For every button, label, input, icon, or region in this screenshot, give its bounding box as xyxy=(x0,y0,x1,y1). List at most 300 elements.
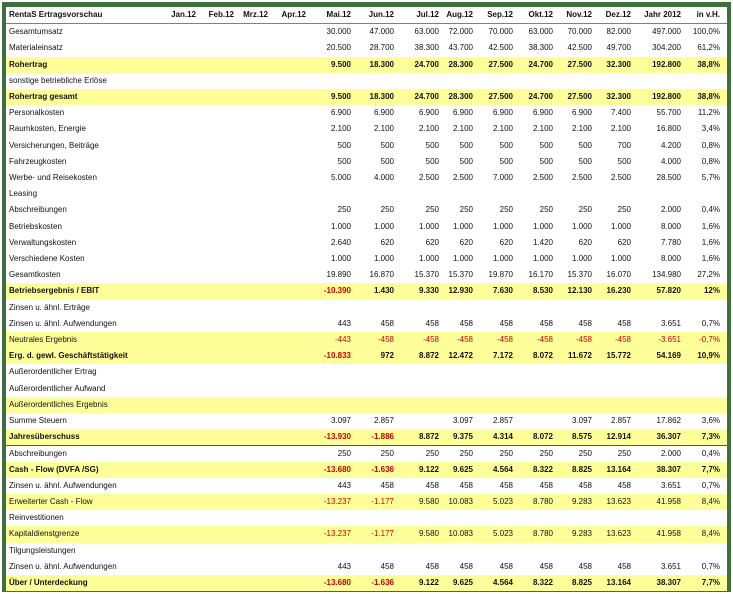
table-cell[interactable]: 47.000 xyxy=(369,27,394,37)
table-cell[interactable]: 3.651 xyxy=(660,318,681,328)
table-cell[interactable]: 28.300 xyxy=(448,59,473,69)
table-cell[interactable] xyxy=(156,73,196,89)
table-cell[interactable] xyxy=(591,73,631,89)
table-cell[interactable]: 2.640 xyxy=(330,237,351,247)
table-cell[interactable]: 5,7% xyxy=(701,173,720,182)
table-cell[interactable]: 500 xyxy=(459,140,473,150)
table-cell[interactable]: 3,4% xyxy=(701,124,720,134)
table-cell[interactable] xyxy=(266,235,306,251)
table-cell[interactable] xyxy=(680,381,720,397)
table-cell[interactable]: 1.000 xyxy=(571,254,592,263)
table-cell[interactable]: 24.700 xyxy=(528,59,553,69)
table-cell[interactable]: 3.097 xyxy=(452,416,473,425)
table-cell[interactable]: 72.000 xyxy=(448,27,473,37)
table-cell[interactable] xyxy=(680,186,720,202)
table-cell[interactable]: 250 xyxy=(425,205,439,215)
table-cell[interactable]: 7.000 xyxy=(492,173,513,182)
row-label[interactable]: Abschreibungen xyxy=(9,205,67,215)
table-cell[interactable]: 63.000 xyxy=(528,27,553,37)
table-cell[interactable] xyxy=(552,186,592,202)
table-cell[interactable] xyxy=(156,478,196,494)
row-label[interactable]: Erweiterter Cash - Flow xyxy=(9,497,93,506)
table-cell[interactable] xyxy=(629,543,681,559)
table-cell[interactable]: 250 xyxy=(459,205,473,215)
table-cell[interactable] xyxy=(311,186,351,202)
table-cell[interactable]: 8.575 xyxy=(571,432,592,442)
table-cell[interactable]: 16.070 xyxy=(606,270,631,280)
table-cell[interactable]: 27.500 xyxy=(488,92,513,101)
table-cell[interactable]: 15.370 xyxy=(414,270,439,280)
table-cell[interactable]: 6.900 xyxy=(373,108,394,118)
table-cell[interactable] xyxy=(156,202,196,218)
table-cell[interactable]: 500 xyxy=(380,140,394,150)
table-cell[interactable] xyxy=(513,381,553,397)
table-cell[interactable]: 38.307 xyxy=(656,464,681,474)
table-cell[interactable]: 5.023 xyxy=(492,529,513,539)
table-cell[interactable] xyxy=(266,526,306,542)
table-cell[interactable]: 18.300 xyxy=(369,92,394,101)
table-cell[interactable] xyxy=(266,494,306,510)
table-cell[interactable]: 8.072 xyxy=(532,351,553,361)
table-cell[interactable] xyxy=(156,510,196,526)
table-cell[interactable] xyxy=(354,381,394,397)
table-cell[interactable]: 458 xyxy=(539,561,553,571)
table-cell[interactable]: 7.780 xyxy=(660,237,681,247)
table-cell[interactable] xyxy=(591,397,631,413)
table-cell[interactable]: 12.914 xyxy=(606,432,631,442)
table-cell[interactable]: 4.564 xyxy=(492,578,513,587)
table-cell[interactable]: 16.230 xyxy=(606,286,631,296)
table-cell[interactable] xyxy=(513,413,553,429)
table-cell[interactable]: 250 xyxy=(380,205,394,215)
table-cell[interactable]: 3.651 xyxy=(660,480,681,490)
table-cell[interactable]: 497.000 xyxy=(652,27,681,37)
table-cell[interactable]: 8.825 xyxy=(571,578,592,587)
table-cell[interactable]: 8,4% xyxy=(701,529,720,539)
table-cell[interactable]: 0,8% xyxy=(701,140,720,150)
table-cell[interactable] xyxy=(266,543,306,559)
table-cell[interactable]: 2.100 xyxy=(492,124,513,134)
table-cell[interactable] xyxy=(433,73,473,89)
table-cell[interactable]: 620 xyxy=(425,237,439,247)
table-cell[interactable]: 27.500 xyxy=(567,59,592,69)
row-label[interactable]: Gesamtumsatz xyxy=(9,27,63,37)
table-cell[interactable]: 500 xyxy=(539,140,553,150)
table-cell[interactable] xyxy=(354,186,394,202)
table-cell[interactable] xyxy=(228,267,268,283)
table-cell[interactable] xyxy=(228,170,268,186)
table-cell[interactable]: 17.862 xyxy=(656,416,681,425)
table-cell[interactable]: -3.651 xyxy=(658,335,681,344)
row-label[interactable]: Materialeinsatz xyxy=(9,43,63,53)
table-cell[interactable]: 1.000 xyxy=(418,254,439,263)
row-label[interactable]: Rohertrag gesamt xyxy=(9,92,78,101)
table-cell[interactable]: 24.700 xyxy=(414,92,439,101)
row-label[interactable]: Gesamtkosten xyxy=(9,270,61,280)
row-label[interactable]: sonstige betriebliche Erlöse xyxy=(9,75,107,85)
table-cell[interactable]: 443 xyxy=(337,480,351,490)
table-cell[interactable]: 1.000 xyxy=(492,254,513,263)
table-cell[interactable]: 1.000 xyxy=(532,254,553,263)
table-cell[interactable] xyxy=(513,397,553,413)
table-cell[interactable]: 500 xyxy=(459,156,473,166)
table-cell[interactable]: -13.237 xyxy=(323,497,351,506)
table-cell[interactable]: 15.370 xyxy=(567,270,592,280)
table-cell[interactable]: 1,6% xyxy=(701,237,720,247)
table-cell[interactable]: 28.700 xyxy=(369,43,394,53)
table-cell[interactable] xyxy=(433,186,473,202)
row-label[interactable]: Raumkosten, Energie xyxy=(9,124,86,134)
table-cell[interactable] xyxy=(266,559,306,575)
table-cell[interactable] xyxy=(354,510,394,526)
table-cell[interactable]: 620 xyxy=(380,237,394,247)
table-cell[interactable] xyxy=(156,332,196,348)
table-cell[interactable] xyxy=(156,40,196,56)
table-cell[interactable]: 134.980 xyxy=(652,270,681,280)
table-cell[interactable]: 13.623 xyxy=(606,497,631,506)
table-cell[interactable]: 2.500 xyxy=(610,173,631,182)
table-cell[interactable]: 8.872 xyxy=(418,351,439,361)
table-cell[interactable] xyxy=(156,154,196,170)
table-cell[interactable]: 5.000 xyxy=(330,173,351,182)
table-cell[interactable]: 3.097 xyxy=(571,416,592,425)
table-cell[interactable]: 4.000 xyxy=(660,156,681,166)
table-cell[interactable]: 250 xyxy=(578,449,592,459)
table-cell[interactable]: 4.564 xyxy=(492,464,513,474)
table-cell[interactable] xyxy=(228,478,268,494)
table-cell[interactable]: 6.900 xyxy=(532,108,553,118)
table-cell[interactable]: 0,7% xyxy=(701,318,720,328)
table-cell[interactable]: 57.820 xyxy=(656,286,681,296)
table-cell[interactable] xyxy=(433,300,473,316)
table-cell[interactable] xyxy=(266,170,306,186)
table-cell[interactable]: 6.900 xyxy=(330,108,351,118)
row-label[interactable]: Neutrales Ergebnis xyxy=(9,335,78,344)
table-cell[interactable]: 8,4% xyxy=(701,497,720,506)
table-cell[interactable]: 24.700 xyxy=(414,59,439,69)
table-cell[interactable] xyxy=(266,510,306,526)
table-cell[interactable] xyxy=(228,283,268,299)
table-cell[interactable]: 20.500 xyxy=(326,43,351,53)
table-cell[interactable] xyxy=(156,24,196,40)
table-cell[interactable]: -1.636 xyxy=(371,578,394,587)
row-label[interactable]: Verwaltungskosten xyxy=(9,237,77,247)
table-cell[interactable] xyxy=(266,40,306,56)
table-cell[interactable]: 9.122 xyxy=(418,464,439,474)
table-cell[interactable]: 12.930 xyxy=(448,286,473,296)
table-cell[interactable]: 458 xyxy=(459,318,473,328)
table-cell[interactable] xyxy=(156,526,196,542)
table-cell[interactable]: 250 xyxy=(578,205,592,215)
table-cell[interactable]: 8.780 xyxy=(532,497,553,506)
table-cell[interactable] xyxy=(228,300,268,316)
table-cell[interactable]: 1.000 xyxy=(452,221,473,231)
table-cell[interactable]: 1.000 xyxy=(610,254,631,263)
table-cell[interactable]: -13.237 xyxy=(323,529,351,539)
table-cell[interactable] xyxy=(433,543,473,559)
table-cell[interactable]: 1.000 xyxy=(532,221,553,231)
table-cell[interactable] xyxy=(156,121,196,137)
table-cell[interactable] xyxy=(228,186,268,202)
table-cell[interactable] xyxy=(228,235,268,251)
table-cell[interactable]: 250 xyxy=(617,205,631,215)
row-label[interactable]: Abschreibungen xyxy=(9,449,67,459)
table-cell[interactable] xyxy=(266,446,306,462)
table-cell[interactable]: 1.000 xyxy=(373,221,394,231)
table-cell[interactable]: 4.200 xyxy=(660,140,681,150)
table-cell[interactable] xyxy=(228,575,268,591)
table-cell[interactable]: 16.170 xyxy=(528,270,553,280)
table-cell[interactable]: 13.164 xyxy=(606,464,631,474)
table-cell[interactable] xyxy=(591,543,631,559)
table-cell[interactable]: 16.800 xyxy=(656,124,681,134)
table-cell[interactable]: 458 xyxy=(499,480,513,490)
table-cell[interactable] xyxy=(552,364,592,380)
table-cell[interactable] xyxy=(228,251,268,267)
table-cell[interactable] xyxy=(473,510,513,526)
table-cell[interactable]: 250 xyxy=(337,205,351,215)
table-cell[interactable] xyxy=(228,543,268,559)
table-cell[interactable] xyxy=(591,300,631,316)
table-cell[interactable]: 2.100 xyxy=(373,124,394,134)
row-label[interactable]: Außerordentlicher Aufwand xyxy=(9,383,106,393)
table-cell[interactable]: 42.500 xyxy=(488,43,513,53)
table-cell[interactable]: 6.900 xyxy=(571,108,592,118)
table-cell[interactable]: 9.375 xyxy=(452,432,473,442)
table-cell[interactable] xyxy=(228,332,268,348)
table-cell[interactable]: 2.500 xyxy=(571,173,592,182)
table-cell[interactable]: 620 xyxy=(499,237,513,247)
table-cell[interactable]: 458 xyxy=(459,480,473,490)
table-cell[interactable]: 1.000 xyxy=(330,221,351,231)
table-cell[interactable] xyxy=(228,40,268,56)
table-cell[interactable]: 9.283 xyxy=(571,529,592,539)
table-cell[interactable]: 2.857 xyxy=(492,416,513,425)
table-cell[interactable] xyxy=(156,543,196,559)
table-cell[interactable]: 500 xyxy=(539,156,553,166)
table-cell[interactable]: 458 xyxy=(380,561,394,571)
table-cell[interactable]: -458 xyxy=(575,335,592,344)
table-cell[interactable]: 500 xyxy=(617,156,631,166)
table-cell[interactable] xyxy=(266,73,306,89)
table-cell[interactable] xyxy=(228,510,268,526)
table-cell[interactable] xyxy=(156,397,196,413)
table-cell[interactable]: 28.500 xyxy=(656,173,681,182)
table-cell[interactable] xyxy=(266,89,306,105)
table-cell[interactable]: 250 xyxy=(380,449,394,459)
table-cell[interactable]: -1.177 xyxy=(371,497,394,506)
table-cell[interactable] xyxy=(156,235,196,251)
table-cell[interactable] xyxy=(513,543,553,559)
table-cell[interactable] xyxy=(591,364,631,380)
table-cell[interactable]: 8.780 xyxy=(532,529,553,539)
table-cell[interactable]: 4.000 xyxy=(373,173,394,182)
table-cell[interactable] xyxy=(266,478,306,494)
table-cell[interactable]: 500 xyxy=(425,140,439,150)
table-cell[interactable]: 250 xyxy=(539,449,553,459)
table-cell[interactable] xyxy=(591,186,631,202)
row-label[interactable]: Leasing xyxy=(9,189,38,199)
table-cell[interactable]: 38.300 xyxy=(528,43,553,53)
table-cell[interactable] xyxy=(156,300,196,316)
table-cell[interactable]: 11,2% xyxy=(697,108,720,118)
table-cell[interactable]: 2.000 xyxy=(660,205,681,215)
table-cell[interactable]: 38,8% xyxy=(697,59,720,69)
table-cell[interactable] xyxy=(156,138,196,154)
table-cell[interactable] xyxy=(680,510,720,526)
table-cell[interactable] xyxy=(228,559,268,575)
table-cell[interactable]: 41.958 xyxy=(656,497,681,506)
table-cell[interactable]: 61,2% xyxy=(697,43,720,53)
table-cell[interactable] xyxy=(156,186,196,202)
table-cell[interactable]: 9.500 xyxy=(330,59,351,69)
table-cell[interactable]: 500 xyxy=(380,156,394,166)
table-cell[interactable] xyxy=(552,381,592,397)
table-cell[interactable]: 2.000 xyxy=(660,449,681,459)
row-label[interactable]: Verschiedene Kosten xyxy=(9,254,85,263)
table-cell[interactable]: 458 xyxy=(380,480,394,490)
table-cell[interactable] xyxy=(311,300,351,316)
table-cell[interactable]: 458 xyxy=(578,480,592,490)
table-cell[interactable]: 4.314 xyxy=(492,432,513,442)
table-cell[interactable]: 82.000 xyxy=(606,27,631,37)
table-cell[interactable]: 9.500 xyxy=(330,92,351,101)
table-cell[interactable] xyxy=(629,381,681,397)
table-cell[interactable]: 0,4% xyxy=(701,449,720,459)
table-cell[interactable]: 2.100 xyxy=(418,124,439,134)
table-cell[interactable]: 458 xyxy=(617,318,631,328)
table-cell[interactable]: 458 xyxy=(499,561,513,571)
row-label[interactable]: Summe Steuern xyxy=(9,416,67,425)
table-cell[interactable]: 13.623 xyxy=(606,529,631,539)
table-cell[interactable]: 7.172 xyxy=(492,351,513,361)
table-cell[interactable]: 458 xyxy=(578,318,592,328)
table-cell[interactable] xyxy=(156,267,196,283)
table-cell[interactable]: 250 xyxy=(617,449,631,459)
table-cell[interactable]: 0,7% xyxy=(701,480,720,490)
row-label[interactable]: Zinsen u. ähnl. Erträge xyxy=(9,302,90,312)
table-cell[interactable]: 458 xyxy=(499,318,513,328)
table-cell[interactable] xyxy=(266,381,306,397)
table-cell[interactable] xyxy=(354,73,394,89)
table-cell[interactable]: 49.700 xyxy=(606,43,631,53)
table-cell[interactable]: 620 xyxy=(578,237,592,247)
table-cell[interactable]: 8.872 xyxy=(418,432,439,442)
table-cell[interactable] xyxy=(433,364,473,380)
table-cell[interactable] xyxy=(629,300,681,316)
table-cell[interactable]: -458 xyxy=(536,335,553,344)
table-cell[interactable] xyxy=(228,105,268,121)
table-cell[interactable] xyxy=(228,121,268,137)
table-cell[interactable]: 458 xyxy=(425,480,439,490)
table-cell[interactable] xyxy=(228,397,268,413)
table-cell[interactable]: 7.630 xyxy=(492,286,513,296)
table-cell[interactable] xyxy=(228,348,268,364)
table-cell[interactable] xyxy=(354,543,394,559)
table-cell[interactable]: 27.500 xyxy=(567,92,592,101)
table-cell[interactable]: 500 xyxy=(499,156,513,166)
table-cell[interactable]: 27.500 xyxy=(488,59,513,69)
table-cell[interactable] xyxy=(473,543,513,559)
table-cell[interactable]: 32.300 xyxy=(606,59,631,69)
table-cell[interactable] xyxy=(311,381,351,397)
table-cell[interactable] xyxy=(680,543,720,559)
table-cell[interactable]: 458 xyxy=(617,561,631,571)
table-cell[interactable]: 458 xyxy=(617,480,631,490)
table-cell[interactable]: 9.625 xyxy=(452,578,473,587)
table-cell[interactable] xyxy=(266,429,306,445)
table-cell[interactable] xyxy=(433,381,473,397)
table-cell[interactable] xyxy=(552,397,592,413)
table-cell[interactable]: 43.700 xyxy=(448,43,473,53)
table-cell[interactable]: 500 xyxy=(578,156,592,166)
table-cell[interactable] xyxy=(228,429,268,445)
table-cell[interactable]: -458 xyxy=(422,335,439,344)
table-cell[interactable] xyxy=(266,202,306,218)
table-cell[interactable]: 1.000 xyxy=(452,254,473,263)
table-cell[interactable] xyxy=(473,381,513,397)
table-cell[interactable]: 36.307 xyxy=(656,432,681,442)
table-cell[interactable]: 9.283 xyxy=(571,497,592,506)
table-cell[interactable]: 6.900 xyxy=(418,108,439,118)
table-cell[interactable]: 8.825 xyxy=(571,464,592,474)
table-cell[interactable] xyxy=(156,89,196,105)
table-cell[interactable]: 19.870 xyxy=(488,270,513,280)
table-cell[interactable]: 500 xyxy=(425,156,439,166)
table-cell[interactable]: 1.430 xyxy=(373,286,394,296)
table-cell[interactable]: 7.400 xyxy=(610,108,631,118)
table-cell[interactable] xyxy=(473,364,513,380)
table-cell[interactable]: 42.500 xyxy=(567,43,592,53)
table-cell[interactable]: 1.000 xyxy=(330,254,351,263)
table-cell[interactable] xyxy=(156,429,196,445)
table-cell[interactable] xyxy=(156,462,196,478)
table-cell[interactable] xyxy=(156,348,196,364)
table-cell[interactable] xyxy=(680,73,720,89)
table-cell[interactable]: 458 xyxy=(425,561,439,571)
table-cell[interactable]: 2.100 xyxy=(532,124,553,134)
table-cell[interactable]: 10,9% xyxy=(697,351,720,361)
table-cell[interactable]: 12.130 xyxy=(567,286,592,296)
table-cell[interactable]: 2.500 xyxy=(532,173,553,182)
table-cell[interactable] xyxy=(311,364,351,380)
table-cell[interactable] xyxy=(552,300,592,316)
table-cell[interactable] xyxy=(591,510,631,526)
table-cell[interactable] xyxy=(266,316,306,332)
table-cell[interactable]: 2.857 xyxy=(610,416,631,425)
row-label[interactable]: Werbe- und Reisekosten xyxy=(9,173,97,182)
row-label[interactable]: Versicherungen, Beiträge xyxy=(9,140,99,150)
table-cell[interactable]: 1.000 xyxy=(418,221,439,231)
table-cell[interactable] xyxy=(228,381,268,397)
row-label[interactable]: Tilgungsleistungen xyxy=(9,545,76,555)
table-cell[interactable]: 8.322 xyxy=(532,578,553,587)
table-cell[interactable]: 15.370 xyxy=(448,270,473,280)
table-cell[interactable]: -443 xyxy=(334,335,351,344)
table-cell[interactable]: -458 xyxy=(496,335,513,344)
table-cell[interactable]: 9.625 xyxy=(452,464,473,474)
table-cell[interactable] xyxy=(513,186,553,202)
row-label[interactable]: Betriebsergebnis / EBIT xyxy=(9,286,100,296)
table-cell[interactable] xyxy=(513,364,553,380)
table-cell[interactable] xyxy=(156,413,196,429)
table-cell[interactable] xyxy=(266,332,306,348)
table-cell[interactable] xyxy=(266,24,306,40)
table-cell[interactable]: 70.000 xyxy=(488,27,513,37)
table-cell[interactable] xyxy=(266,364,306,380)
table-cell[interactable] xyxy=(228,219,268,235)
table-cell[interactable]: 2.857 xyxy=(373,416,394,425)
